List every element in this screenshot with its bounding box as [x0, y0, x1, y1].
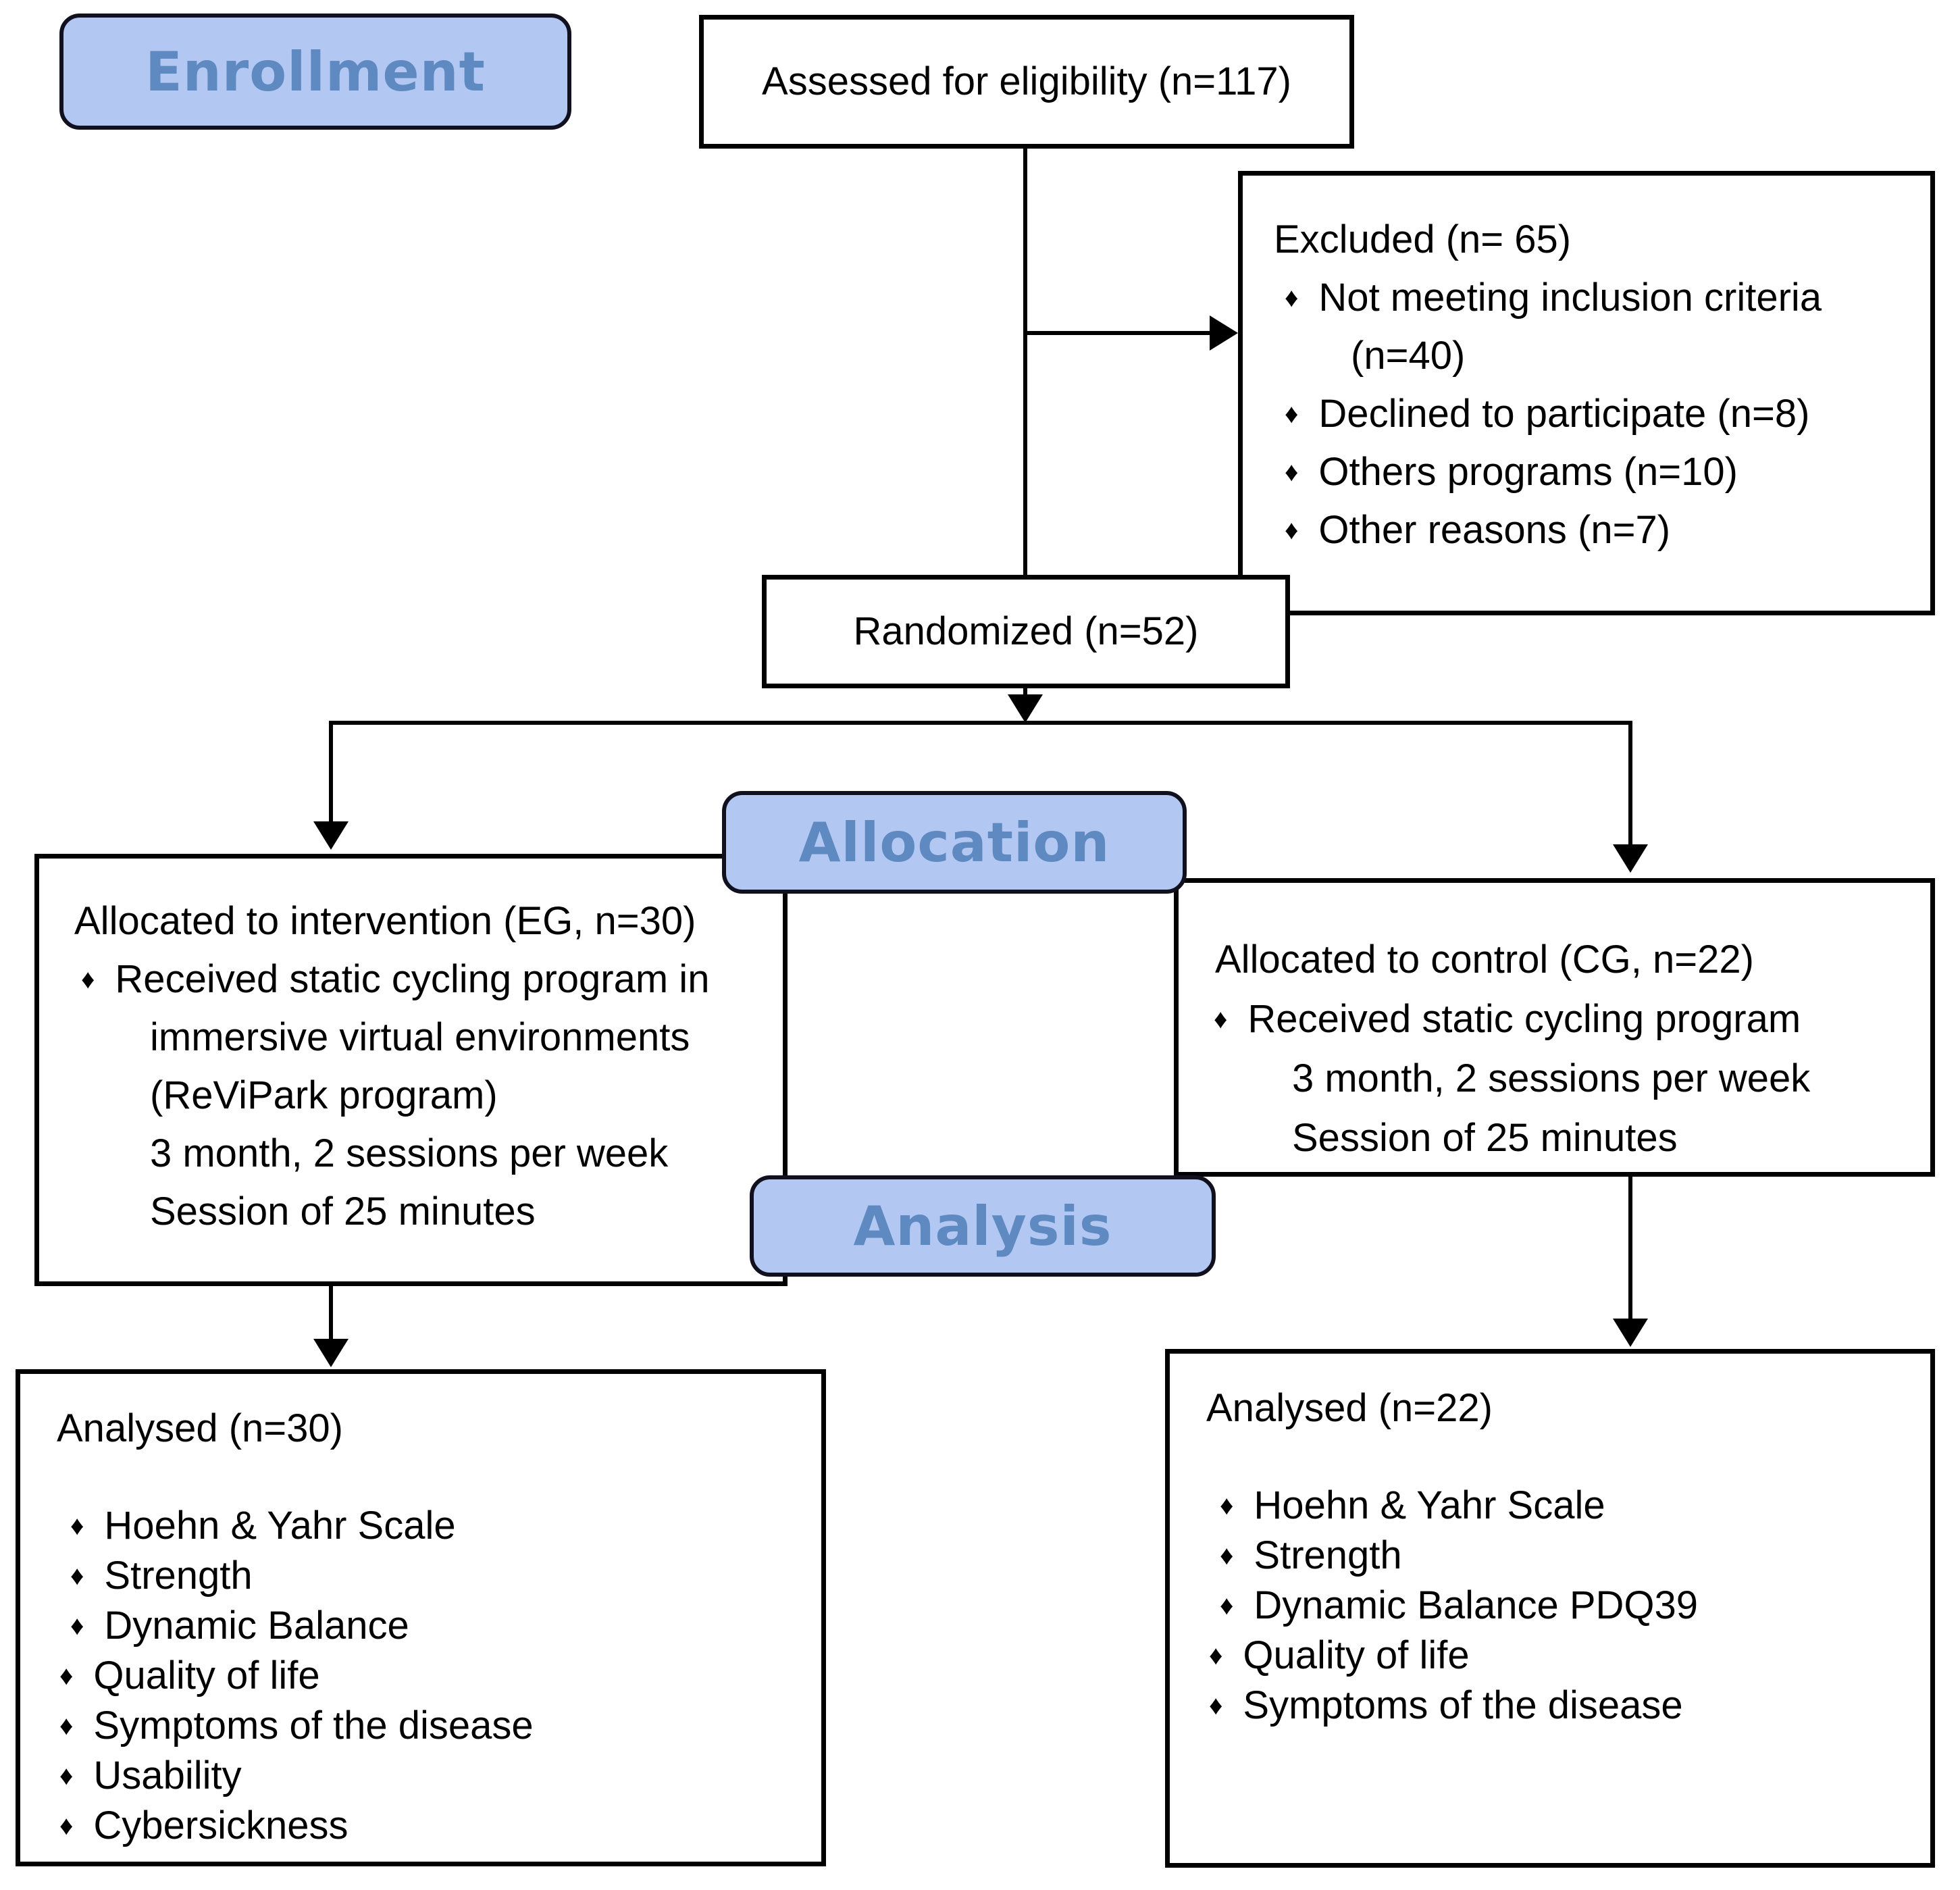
bullet-diamond-icon: ♦: [1209, 1691, 1223, 1720]
bullet-diamond-icon: ♦: [1285, 399, 1299, 429]
connector-left-branch: [329, 721, 333, 823]
bullet-diamond-icon: ♦: [1209, 1641, 1223, 1670]
assessed-text: Assessed for eligibility (n=117): [762, 59, 1291, 104]
connector-branch-line: [329, 721, 1632, 725]
control-item-text: 3 month, 2 sessions per week: [1292, 1056, 1811, 1101]
analysed-eg-item-text: Hoehn & Yahr Scale: [104, 1504, 456, 1548]
spacer: [1170, 1433, 1930, 1481]
analysed-eg-item: [20, 1501, 821, 1551]
analysed-eg-item: [20, 1601, 821, 1651]
analysed-eg-item-text: Usability: [93, 1754, 242, 1798]
intervention-item-continuation: [39, 1125, 783, 1183]
analysed-cg-item-text: Quality of life: [1243, 1633, 1470, 1678]
connector-excluded-shaft: [1023, 331, 1214, 335]
allocation-badge-label: Allocation: [798, 811, 1110, 874]
bullet-diamond-icon: ♦: [1220, 1491, 1234, 1521]
analysed-eg-item: [20, 1551, 821, 1601]
connector-cg-analysis: [1628, 1177, 1632, 1320]
analysed-eg-item: [20, 1801, 821, 1851]
excluded-item-text: Other reasons (n=7): [1318, 508, 1671, 553]
allocation-badge: [722, 791, 1187, 894]
bullet-diamond-icon: ♦: [1214, 1004, 1228, 1034]
bullet-diamond-icon: ♦: [59, 1761, 74, 1791]
bullet-diamond-icon: ♦: [59, 1811, 74, 1841]
analysed-cg-item-text: Dynamic Balance PDQ39: [1254, 1583, 1699, 1628]
intervention-title: Allocated to intervention (EG, n=30): [74, 899, 696, 944]
bullet-diamond-icon: ♦: [59, 1711, 74, 1741]
intervention-item-continuation: [39, 1008, 783, 1067]
spacer: [20, 1454, 821, 1501]
analysed-cg-title: Analysed (n=22): [1206, 1386, 1493, 1431]
analysed-eg-item-text: Cybersickness: [93, 1804, 349, 1848]
control-item-text: Received static cycling program: [1247, 997, 1801, 1042]
bullet-diamond-icon: ♦: [59, 1661, 74, 1691]
intervention-item-text: (ReViPark program): [150, 1073, 498, 1118]
analysed-cg-item: [1170, 1681, 1930, 1731]
bullet-diamond-icon: ♦: [70, 1511, 84, 1541]
control-item-text: Session of 25 minutes: [1292, 1116, 1678, 1160]
control-item-continuation: [1179, 1108, 1930, 1168]
excluded-item: [1243, 501, 1930, 559]
excluded-box: [1238, 171, 1935, 615]
bullet-diamond-icon: ♦: [1220, 1541, 1234, 1570]
control-item: [1179, 990, 1930, 1049]
connector-right-branch: [1628, 721, 1632, 846]
randomized-text: Randomized (n=52): [853, 609, 1199, 654]
bullet-diamond-icon: ♦: [1285, 457, 1299, 487]
bullet-diamond-icon: ♦: [1285, 283, 1299, 313]
control-item-continuation: [1179, 1049, 1930, 1108]
analysed-eg-item-text: Strength: [104, 1554, 253, 1598]
control-box: [1174, 878, 1935, 1177]
intervention-item-text: Received static cycling program in: [115, 957, 710, 1002]
bullet-diamond-icon: ♦: [70, 1611, 84, 1641]
excluded-item-continuation: [1243, 327, 1930, 385]
intervention-item-continuation: [39, 1067, 783, 1125]
intervention-item-text: Session of 25 minutes: [150, 1190, 536, 1234]
excluded-item-text: Not meeting inclusion criteria: [1318, 276, 1822, 320]
bullet-diamond-icon: ♦: [70, 1561, 84, 1591]
connector-assessed-down: [1023, 149, 1027, 580]
analysed-eg-item: [20, 1651, 821, 1701]
analysed-eg-item: [20, 1751, 821, 1801]
connector-eg-analysis: [329, 1285, 333, 1340]
analysis-badge-label: Analysis: [853, 1194, 1112, 1258]
analysed-cg-item: [1170, 1581, 1930, 1631]
analysed-eg-item-text: Symptoms of the disease: [93, 1704, 534, 1748]
bullet-diamond-icon: ♦: [1220, 1591, 1234, 1620]
analysed-cg-item-text: Strength: [1254, 1533, 1402, 1578]
arrow-down-icon: [1613, 844, 1648, 873]
arrow-down-icon: [1008, 694, 1043, 723]
excluded-title: Excluded (n= 65): [1274, 218, 1572, 262]
intervention-item: [39, 950, 783, 1008]
arrow-down-icon: [313, 1339, 349, 1367]
analysed-eg-item: [20, 1701, 821, 1751]
bullet-diamond-icon: ♦: [81, 965, 95, 994]
arrow-down-icon: [1613, 1319, 1648, 1347]
analysed-cg-box: [1165, 1349, 1935, 1868]
enrollment-badge-label: Enrollment: [145, 40, 486, 103]
analysed-eg-item-text: Dynamic Balance: [104, 1604, 409, 1648]
analysed-cg-item-text: Hoehn & Yahr Scale: [1254, 1483, 1605, 1528]
analysed-eg-item-text: Quality of life: [93, 1654, 320, 1698]
arrow-down-icon: [313, 821, 349, 850]
intervention-item-continuation: [39, 1183, 783, 1241]
excluded-item-text: (n=40): [1351, 334, 1466, 378]
randomized-box: [762, 575, 1290, 688]
bullet-diamond-icon: ♦: [1285, 515, 1299, 545]
enrollment-badge: [59, 14, 571, 130]
analysis-badge: [750, 1175, 1216, 1277]
excluded-item: [1243, 385, 1930, 443]
assessed-box: [699, 15, 1354, 149]
analysed-cg-item: [1170, 1631, 1930, 1681]
intervention-item-text: immersive virtual environments: [150, 1015, 690, 1060]
analysed-eg-title: Analysed (n=30): [57, 1406, 343, 1451]
excluded-item: [1243, 443, 1930, 501]
intervention-box: [34, 854, 788, 1286]
analysed-cg-item: [1170, 1531, 1930, 1581]
control-title: Allocated to control (CG, n=22): [1215, 938, 1754, 982]
arrow-right-icon: [1210, 315, 1238, 351]
analysed-eg-box: [16, 1369, 826, 1866]
intervention-item-text: 3 month, 2 sessions per week: [150, 1131, 669, 1176]
excluded-item-text: Others programs (n=10): [1318, 450, 1738, 494]
excluded-item-text: Declined to participate (n=8): [1318, 392, 1810, 436]
analysed-cg-item-text: Symptoms of the disease: [1243, 1683, 1683, 1728]
excluded-item: [1243, 269, 1930, 327]
analysed-cg-item: [1170, 1481, 1930, 1531]
